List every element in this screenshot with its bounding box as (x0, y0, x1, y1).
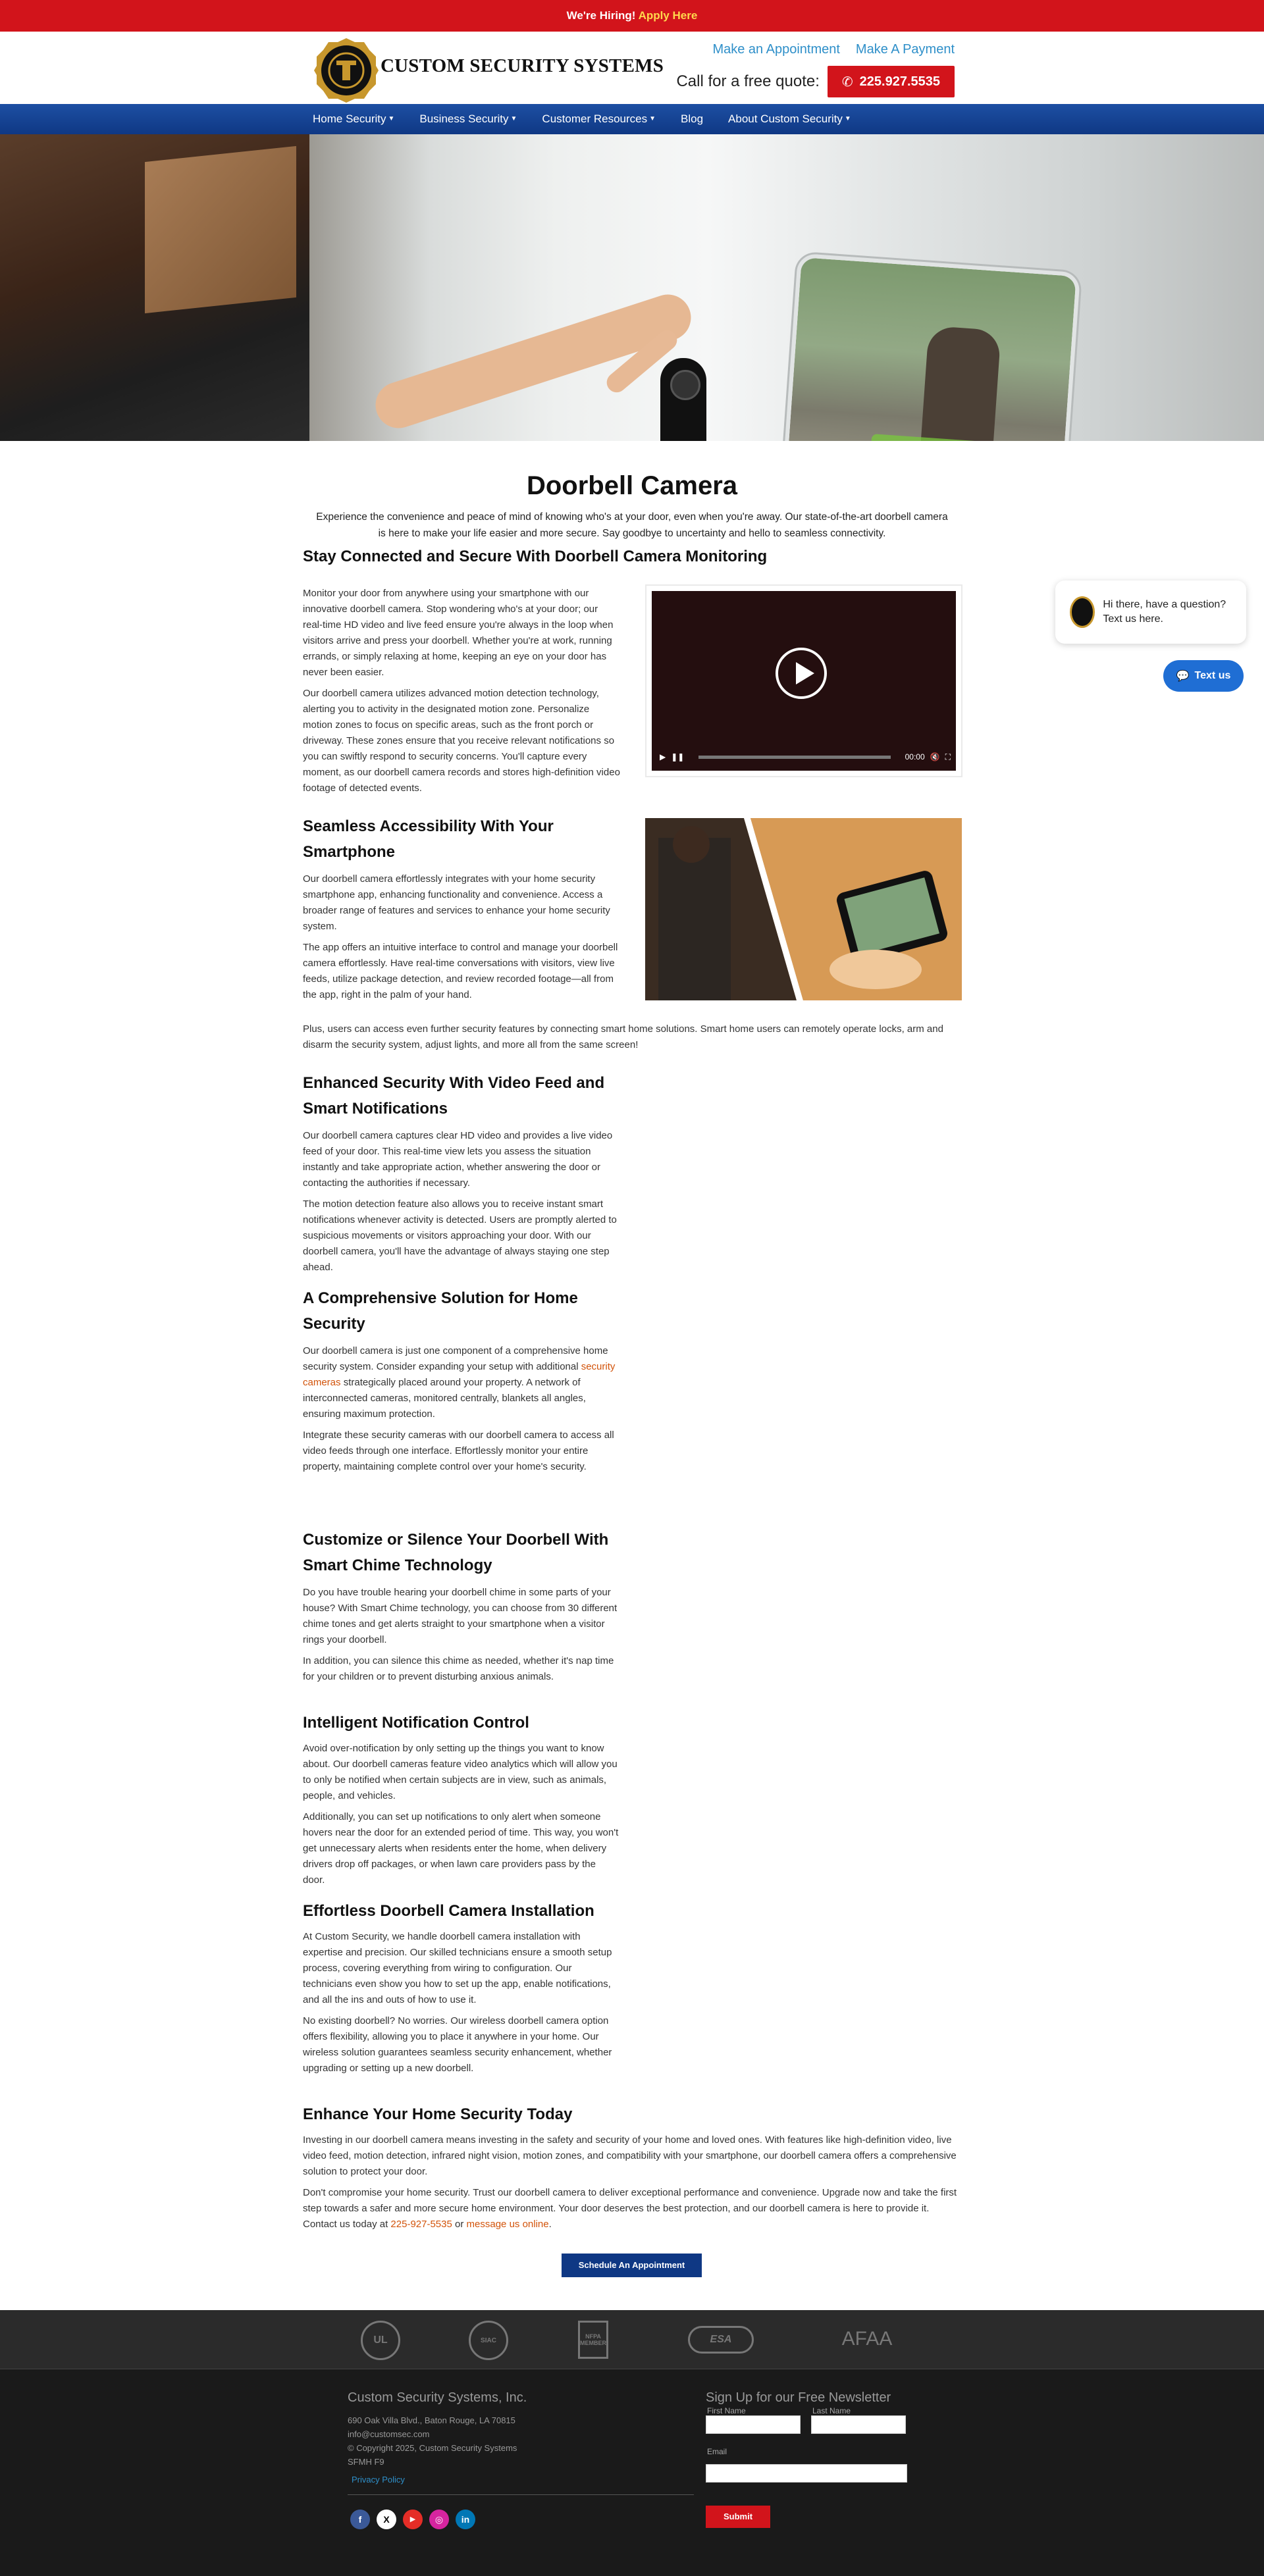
header-links (712, 42, 955, 57)
paragraph: In addition, you can silence this chime as needed, whether it's nap time for your children or to prevent disturbing anxious animals. (303, 1655, 614, 1682)
nav-customer-resources[interactable] (542, 113, 656, 126)
paragraph: No existing doorbell? No worries. Our wireless doorbell camera option offers flexibility, allowing you to place it anywhere in your home. Our wireless solution guarantees seamless security enhancement, whether upgrading or setting up a new doorbell. (303, 2015, 612, 2074)
footer-email[interactable]: info@customsec.com (348, 2429, 430, 2439)
section-notification-control (303, 1710, 620, 1888)
footer-copyright: © Copyright 2025, Custom Security Systems (348, 2443, 517, 2453)
chat-message: Hi there, have a question? Text us here. (1103, 599, 1226, 625)
nav-about[interactable] (728, 113, 851, 126)
submit-button[interactable]: Submit (706, 2506, 770, 2528)
paragraph: Additionally, you can set up notifications to only alert when someone hovers near the door for an extended period of time. This way, you won't get unnecessary alerts when residents enter the home, when delivery drivers drop off packages, or when lawn care providers pass by the door. (303, 1811, 619, 1886)
paragraph-text: Our doorbell camera is just one component of a comprehensive home security system. Consider expanding your setup with additional (303, 1345, 608, 1372)
nav-label: Business Security (419, 113, 509, 125)
caret-down-icon: ▼ (388, 115, 395, 122)
section-stay-connected (303, 586, 620, 796)
section-enhance-today (303, 2101, 961, 2232)
section-heading: Intelligent Notification Control (303, 1714, 529, 1732)
footer-company-name: Custom Security Systems, Inc. (348, 2390, 527, 2405)
first-name-label: First Name (707, 2406, 746, 2415)
text-us-button[interactable] (1163, 660, 1244, 692)
play-small-icon[interactable]: ▶ (660, 752, 666, 761)
main-nav (0, 104, 1264, 134)
play-icon[interactable] (776, 648, 827, 699)
section-comprehensive (303, 1285, 620, 1475)
page-title: Doorbell Camera (526, 471, 738, 500)
paragraph-text: Don't compromise your home security. Trust our doorbell camera to deliver exceptional performance and convenience. Upgrade now and take the first step towards a safer and more secure home environment. Your door deserves the best protection, and our doorbell camera is here to provide it. Contact us today at (303, 2187, 957, 2230)
main-content (303, 471, 961, 542)
footer-address: 690 Oak Villa Blvd., Baton Rouge, LA 70815 (348, 2415, 515, 2425)
nav-label: Customer Resources (542, 113, 648, 125)
message-us-link[interactable]: message us online (466, 2219, 549, 2230)
video-player[interactable] (645, 584, 962, 777)
chat-icon: 💬 (1176, 671, 1190, 682)
paragraph: Our doorbell camera captures clear HD video and provides a live video feed of your door. This real-time view lets you assess the situation instantly and take appropriate action, whether answering the door or contacting the authorities if necessary. (303, 1130, 613, 1189)
last-name-input[interactable] (811, 2415, 906, 2434)
quote-row (676, 66, 955, 97)
section-accessibility (303, 813, 620, 1003)
text-us-label: Text us (1194, 670, 1231, 681)
video-controls (660, 751, 951, 763)
chat-avatar (1070, 596, 1095, 628)
brand-name[interactable]: CUSTOM SECURITY SYSTEMS (381, 55, 664, 76)
schedule-appointment-button[interactable]: Schedule An Appointment (562, 2254, 702, 2277)
paragraph: Monitor your door from anywhere using your smartphone with our innovative doorbell camera. Stop wondering who's at your door; our real-time HD video and live feed ensure you're always in the loop when visitors arrive and press your doorbell. Whether you're at work, running errands, or simply relaxing at home, keeping an eye on your door has never been easier. (303, 588, 614, 678)
paragraph-text: strategically placed around your property. A network of interconnected cameras, monitored centrally, blankets all angles, ensuring maximum protection. (303, 1377, 586, 1420)
email-label: Email (707, 2447, 727, 2456)
paragraph: Avoid over-notification by only setting up the things you want to know about. Our doorbell cameras feature video analytics which will allow you to only be notified when certain subjects are in view, such as animals, people, and vehicles. (303, 1743, 618, 1801)
footer-code: SFMH F9 (348, 2457, 384, 2467)
nav-blog[interactable] (681, 113, 703, 126)
pause-icon[interactable]: ❚❚ (671, 752, 685, 761)
paragraph: Investing in our doorbell camera means investing in the safety and security of your home and loved ones. With features like high-definition video, live video feed, motion detection, infrared night vision, motion zones, and compatibility with your smartphone, our doorbell camera offers a comprehensive solution to protect your door. (303, 2134, 957, 2177)
hero-doorbell (660, 358, 706, 441)
phone-number: 225.927.5535 (859, 74, 940, 89)
caret-down-icon: ▼ (649, 115, 656, 122)
social-links (350, 2510, 475, 2529)
section-heading: A Comprehensive Solution for Home Security (303, 1289, 578, 1333)
esa-badge: ESA (688, 2326, 754, 2354)
hiring-text: We're Hiring! (566, 9, 636, 22)
paragraph: At Custom Security, we handle doorbell camera installation with expertise and precision. Our skilled technicians ensure a smooth setup process, covering everything from wiring to configuration. Our technicians even show you how to set up the app, enable notifications, and all the ins and outs of how to use it. (303, 1931, 612, 2005)
ul-badge: UL (361, 2321, 400, 2360)
intro-text: Experience the convenience and peace of mind of knowing who's at your door, even when you're away. Our state-of-the-art doorbell camera is here to make your life easier and more secure. Say goodbye to uncertainty and hello to seamless connectivity. (316, 511, 948, 539)
section-heading: Stay Connected and Secure With Doorbell Camera Monitoring (303, 548, 768, 565)
app-collage-illustration (645, 818, 962, 1000)
security-cameras-link[interactable]: security cameras (303, 1361, 616, 1388)
free-quote-label: Call for a free quote: (676, 72, 820, 90)
instagram-icon[interactable]: ◎ (429, 2510, 449, 2529)
paragraph: The motion detection feature also allows you to receive instant smart notifications whenever activity is detected. Users are promptly alerted to suspicious movements or visitors approaching your door. With our doorbell camera, you'll have the advantage of always staying one step ahead. (303, 1198, 617, 1273)
section-heading: Customize or Silence Your Doorbell With Smart Chime Technology (303, 1531, 609, 1574)
caret-down-icon: ▼ (844, 115, 851, 122)
nav-label: About Custom Security (728, 113, 843, 125)
apply-here-link[interactable]: Apply Here (638, 9, 698, 22)
nav-business-security[interactable] (419, 113, 517, 126)
youtube-icon[interactable]: ▶ (403, 2510, 423, 2529)
video-time: 00:00 (905, 752, 925, 761)
nfpa-badge: NFPA MEMBER (578, 2321, 608, 2359)
x-twitter-icon[interactable]: X (377, 2510, 396, 2529)
site-header (309, 32, 955, 104)
afaa-badge: AFAA (841, 2328, 893, 2350)
chat-bubble[interactable] (1055, 580, 1246, 644)
make-appointment-link[interactable]: Make an Appointment (712, 42, 840, 57)
paragraph: Integrate these security cameras with our doorbell camera to access all video feeds through one interface. Effortlessly monitor your entire property, maintaining complete control over your home's security. (303, 1430, 614, 1472)
paragraph: The app offers an intuitive interface to control and manage your doorbell camera effortlessly. Have real-time conversations with visitors, view live feeds, utilize package detection, and review recorded footage—all from the app, right in the palm of your hand. (303, 942, 618, 1000)
hero-banner (0, 134, 1264, 441)
newsletter-title: Sign Up for our Free Newsletter (706, 2390, 891, 2405)
smartphone-app-image (645, 818, 962, 1000)
phone-visitor (920, 326, 1001, 441)
make-payment-link[interactable]: Make A Payment (855, 42, 955, 57)
footer-divider (348, 2494, 694, 2495)
section-heading: Effortless Doorbell Camera Installation (303, 1902, 594, 1920)
phone-link[interactable]: 225-927-5535 (390, 2219, 452, 2230)
video-progress-bar[interactable] (698, 756, 890, 759)
hero-phone (776, 253, 1080, 441)
section-enhanced-security (303, 1070, 620, 1275)
section-stay-connected-heading-wrap (303, 544, 961, 569)
hero-package (145, 146, 296, 313)
nav-home-security[interactable] (313, 113, 394, 126)
phone-button[interactable] (828, 66, 955, 97)
certification-badges (0, 2310, 1264, 2369)
hiring-banner (0, 0, 1264, 32)
section-heading: Enhanced Security With Video Feed and Smart Notifications (303, 1074, 605, 1118)
paragraph-text: . (548, 2219, 552, 2230)
paragraph: Plus, users can access even further security features by connecting smart home solutions. Smart home users can remotely operate locks, arm and disarm the security system, adjust lights, and more all from the same screen! (303, 1023, 943, 1050)
nav-label: Home Security (313, 113, 386, 125)
facebook-icon[interactable]: f (350, 2510, 370, 2529)
section-heading: Seamless Accessibility With Your Smartphone (303, 817, 554, 861)
nav-label: Blog (681, 113, 704, 125)
section-heading: Enhance Your Home Security Today (303, 2105, 573, 2123)
section-smart-home (303, 1021, 961, 1053)
site-footer (0, 2369, 1264, 2576)
volume-icon[interactable]: 🔇 (930, 752, 940, 761)
paragraph (303, 1343, 620, 1422)
linkedin-icon[interactable]: in (456, 2510, 475, 2529)
first-name-input[interactable] (706, 2415, 801, 2434)
last-name-label: Last Name (812, 2406, 851, 2415)
section-installation (303, 1898, 620, 2076)
paragraph-text: or (452, 2219, 467, 2230)
paragraph: Do you have trouble hearing your doorbell chime in some parts of your house? With Smart Chime technology, you can choose from 30 different chime tones and get alerts straight to your smartphone when a visitor rings your doorbell. (303, 1587, 618, 1645)
company-logo[interactable] (313, 37, 380, 104)
paragraph (303, 2185, 961, 2232)
video-screen (652, 591, 956, 771)
caret-down-icon: ▼ (510, 115, 517, 122)
email-input[interactable] (706, 2464, 907, 2483)
section-smart-chime (303, 1527, 620, 1685)
paragraph: Our doorbell camera effortlessly integrates with your home security smartphone app, enhancing functionality and convenience. Access a broader range of features and services to enhance your home security system. (303, 873, 610, 932)
phone-icon: ✆ (841, 74, 853, 90)
fullscreen-icon[interactable]: ⛶ (945, 752, 951, 761)
privacy-policy-link[interactable]: Privacy Policy (352, 2475, 405, 2485)
paragraph: Our doorbell camera utilizes advanced motion detection technology, alerting you to activity in the designated motion zone. Personalize motion zones to focus on specific areas, such as the front porch or driveway. These zones ensure that you receive relevant notifications so you can swiftly respond to security concerns. You'll capture every moment, as our doorbell camera records and stores high-definition video footage of detected events. (303, 688, 620, 794)
siac-badge: SIAC (469, 2321, 508, 2360)
